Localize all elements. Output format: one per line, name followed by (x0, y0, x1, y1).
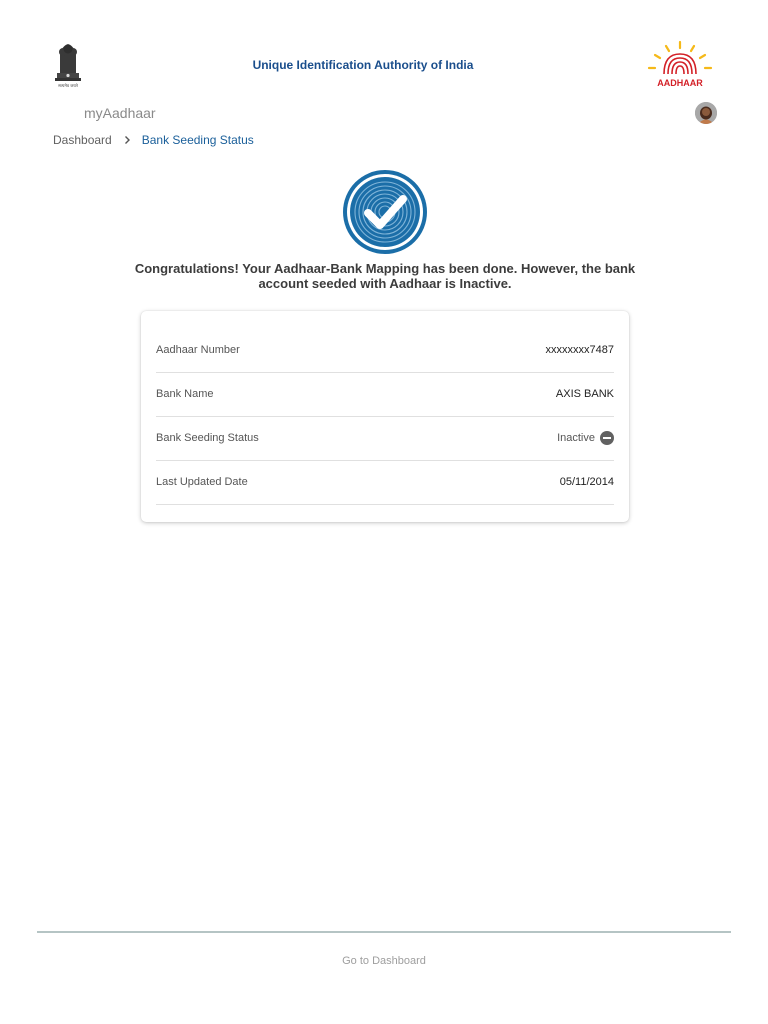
app-title: myAadhaar (84, 105, 156, 121)
detail-value: xxxxxxxx7487 (545, 344, 614, 356)
detail-row-seeding-status (156, 416, 614, 461)
detail-row-last-updated (156, 460, 614, 505)
org-title: Unique Identification Authority of India (252, 58, 474, 72)
detail-row-aadhaar-number (156, 328, 614, 373)
breadcrumb-dashboard-link[interactable]: Dashboard (53, 133, 112, 147)
detail-value: AXIS BANK (555, 388, 614, 400)
breadcrumb-current: Bank Seeding Status (141, 133, 254, 147)
seeding-details-card (141, 311, 629, 522)
detail-value: 05/11/2014 (559, 476, 614, 488)
minus-circle-icon (600, 431, 614, 445)
status-value: Inactive (557, 432, 595, 444)
breadcrumb (53, 133, 254, 147)
status-value-wrap (557, 431, 614, 445)
detail-label: Bank Seeding Status (156, 432, 259, 444)
svg-text:AADHAAR: AADHAAR (657, 78, 703, 88)
status-message: Congratulations! Your Aadhaar-Bank Mapping has been done. However, the bank account seeded with Aadhaar is Inactive. (134, 261, 636, 291)
chevron-right-icon (124, 135, 131, 145)
verified-fingerprint-icon (340, 169, 430, 255)
go-to-dashboard-link[interactable]: Go to Dashboard (342, 955, 426, 967)
aadhaar-logo-icon (642, 40, 718, 90)
footer-divider (37, 931, 731, 933)
svg-text:सत्यमेव जयते: सत्यमेव जयते (58, 83, 78, 88)
detail-label: Aadhaar Number (156, 344, 240, 356)
user-avatar-icon[interactable] (695, 102, 717, 124)
detail-row-bank-name (156, 372, 614, 417)
detail-label: Bank Name (156, 388, 214, 400)
detail-label: Last Updated Date (156, 476, 248, 488)
